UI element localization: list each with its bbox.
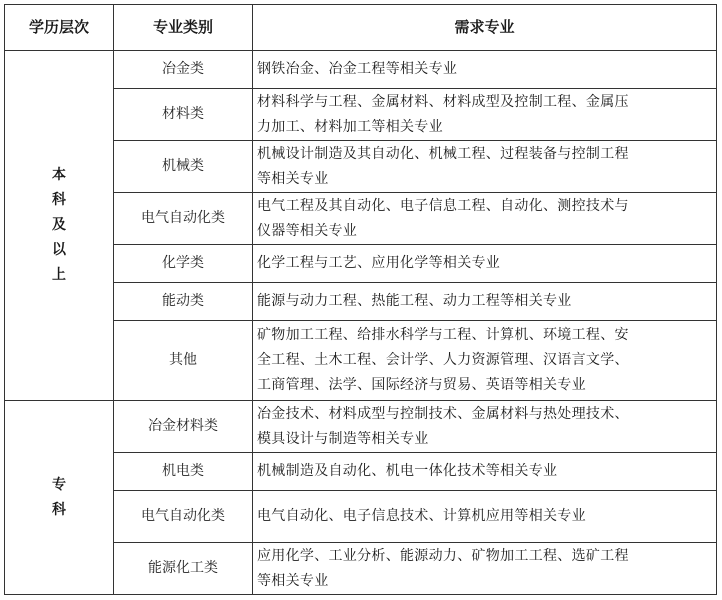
- table-row: [5, 51, 717, 89]
- majors-cell: [253, 321, 717, 401]
- majors-cell: [253, 543, 717, 595]
- category-cell: 机械类: [114, 141, 253, 193]
- level-cell-bachelor: [5, 51, 114, 401]
- majors-line: 钢铁冶金、冶金工程等相关专业: [257, 61, 458, 77]
- level-char: 及: [52, 217, 66, 233]
- level-char: 科: [52, 501, 66, 518]
- majors-cell: [253, 401, 717, 453]
- level-char: 上: [52, 267, 66, 283]
- majors-cell: [253, 453, 717, 491]
- majors-line: 冶金技术、材料成型与控制技术、金属材料与热处理技术、: [257, 405, 629, 422]
- majors-cell: [253, 141, 717, 193]
- majors-cell: [253, 491, 717, 543]
- majors-line: 电气工程及其自动化、电子信息工程、自动化、测控技术与: [257, 197, 629, 214]
- category-cell: 机电类: [114, 453, 253, 491]
- category-cell: 冶金材料类: [114, 401, 253, 453]
- majors-cell: [253, 245, 717, 283]
- level-char: 本: [52, 167, 66, 183]
- majors-line: 材料科学与工程、金属材料、材料成型及控制工程、金属压: [257, 93, 629, 110]
- header-majors: 需求专业: [253, 5, 717, 51]
- majors-line: 电气自动化、电子信息技术、计算机应用等相关专业: [257, 508, 586, 524]
- category-cell: 材料类: [114, 89, 253, 141]
- level-char: 科: [52, 192, 66, 208]
- majors-cell: [253, 193, 717, 245]
- major-requirements-table: [4, 4, 717, 595]
- majors-cell: [253, 283, 717, 321]
- level-char: 以: [52, 242, 66, 258]
- majors-line: 等相关专业: [257, 572, 329, 589]
- level-char: 专: [52, 476, 66, 493]
- category-cell: 能动类: [114, 283, 253, 321]
- table-row: [5, 401, 717, 453]
- majors-line: 机械制造及自动化、机电一体化技术等相关专业: [257, 463, 558, 479]
- category-cell: 化学类: [114, 245, 253, 283]
- majors-line: 工商管理、法学、国际经济与贸易、英语等相关专业: [257, 377, 586, 393]
- category-cell: 能源化工类: [114, 543, 253, 595]
- table-body: [5, 51, 717, 595]
- majors-line: 机械设计制造及其自动化、机械工程、过程装备与控制工程: [257, 145, 629, 162]
- majors-line: 力加工、材料加工等相关专业: [257, 118, 443, 135]
- category-cell: 电气自动化类: [114, 491, 253, 543]
- majors-cell: [253, 51, 717, 89]
- majors-line: 等相关专业: [257, 170, 329, 187]
- majors-line: 模具设计与制造等相关专业: [257, 430, 429, 447]
- category-cell: 电气自动化类: [114, 193, 253, 245]
- majors-cell: [253, 89, 717, 141]
- majors-line: 应用化学、工业分析、能源动力、矿物加工工程、选矿工程: [257, 547, 629, 564]
- header-row: [5, 5, 717, 51]
- header-category: 专业类别: [114, 5, 253, 51]
- category-cell: 冶金类: [114, 51, 253, 89]
- majors-line: 化学工程与工艺、应用化学等相关专业: [257, 255, 501, 271]
- majors-line: 全工程、土木工程、会计学、人力资源管理、汉语言文学、: [257, 352, 629, 368]
- majors-line: 仪器等相关专业: [257, 222, 358, 239]
- category-cell: 其他: [114, 321, 253, 401]
- level-cell-college: [5, 401, 114, 595]
- header-level: 学历层次: [5, 5, 114, 51]
- majors-line: 能源与动力工程、热能工程、动力工程等相关专业: [257, 293, 572, 309]
- majors-line: 矿物加工工程、给排水科学与工程、计算机、环境工程、安: [257, 327, 629, 343]
